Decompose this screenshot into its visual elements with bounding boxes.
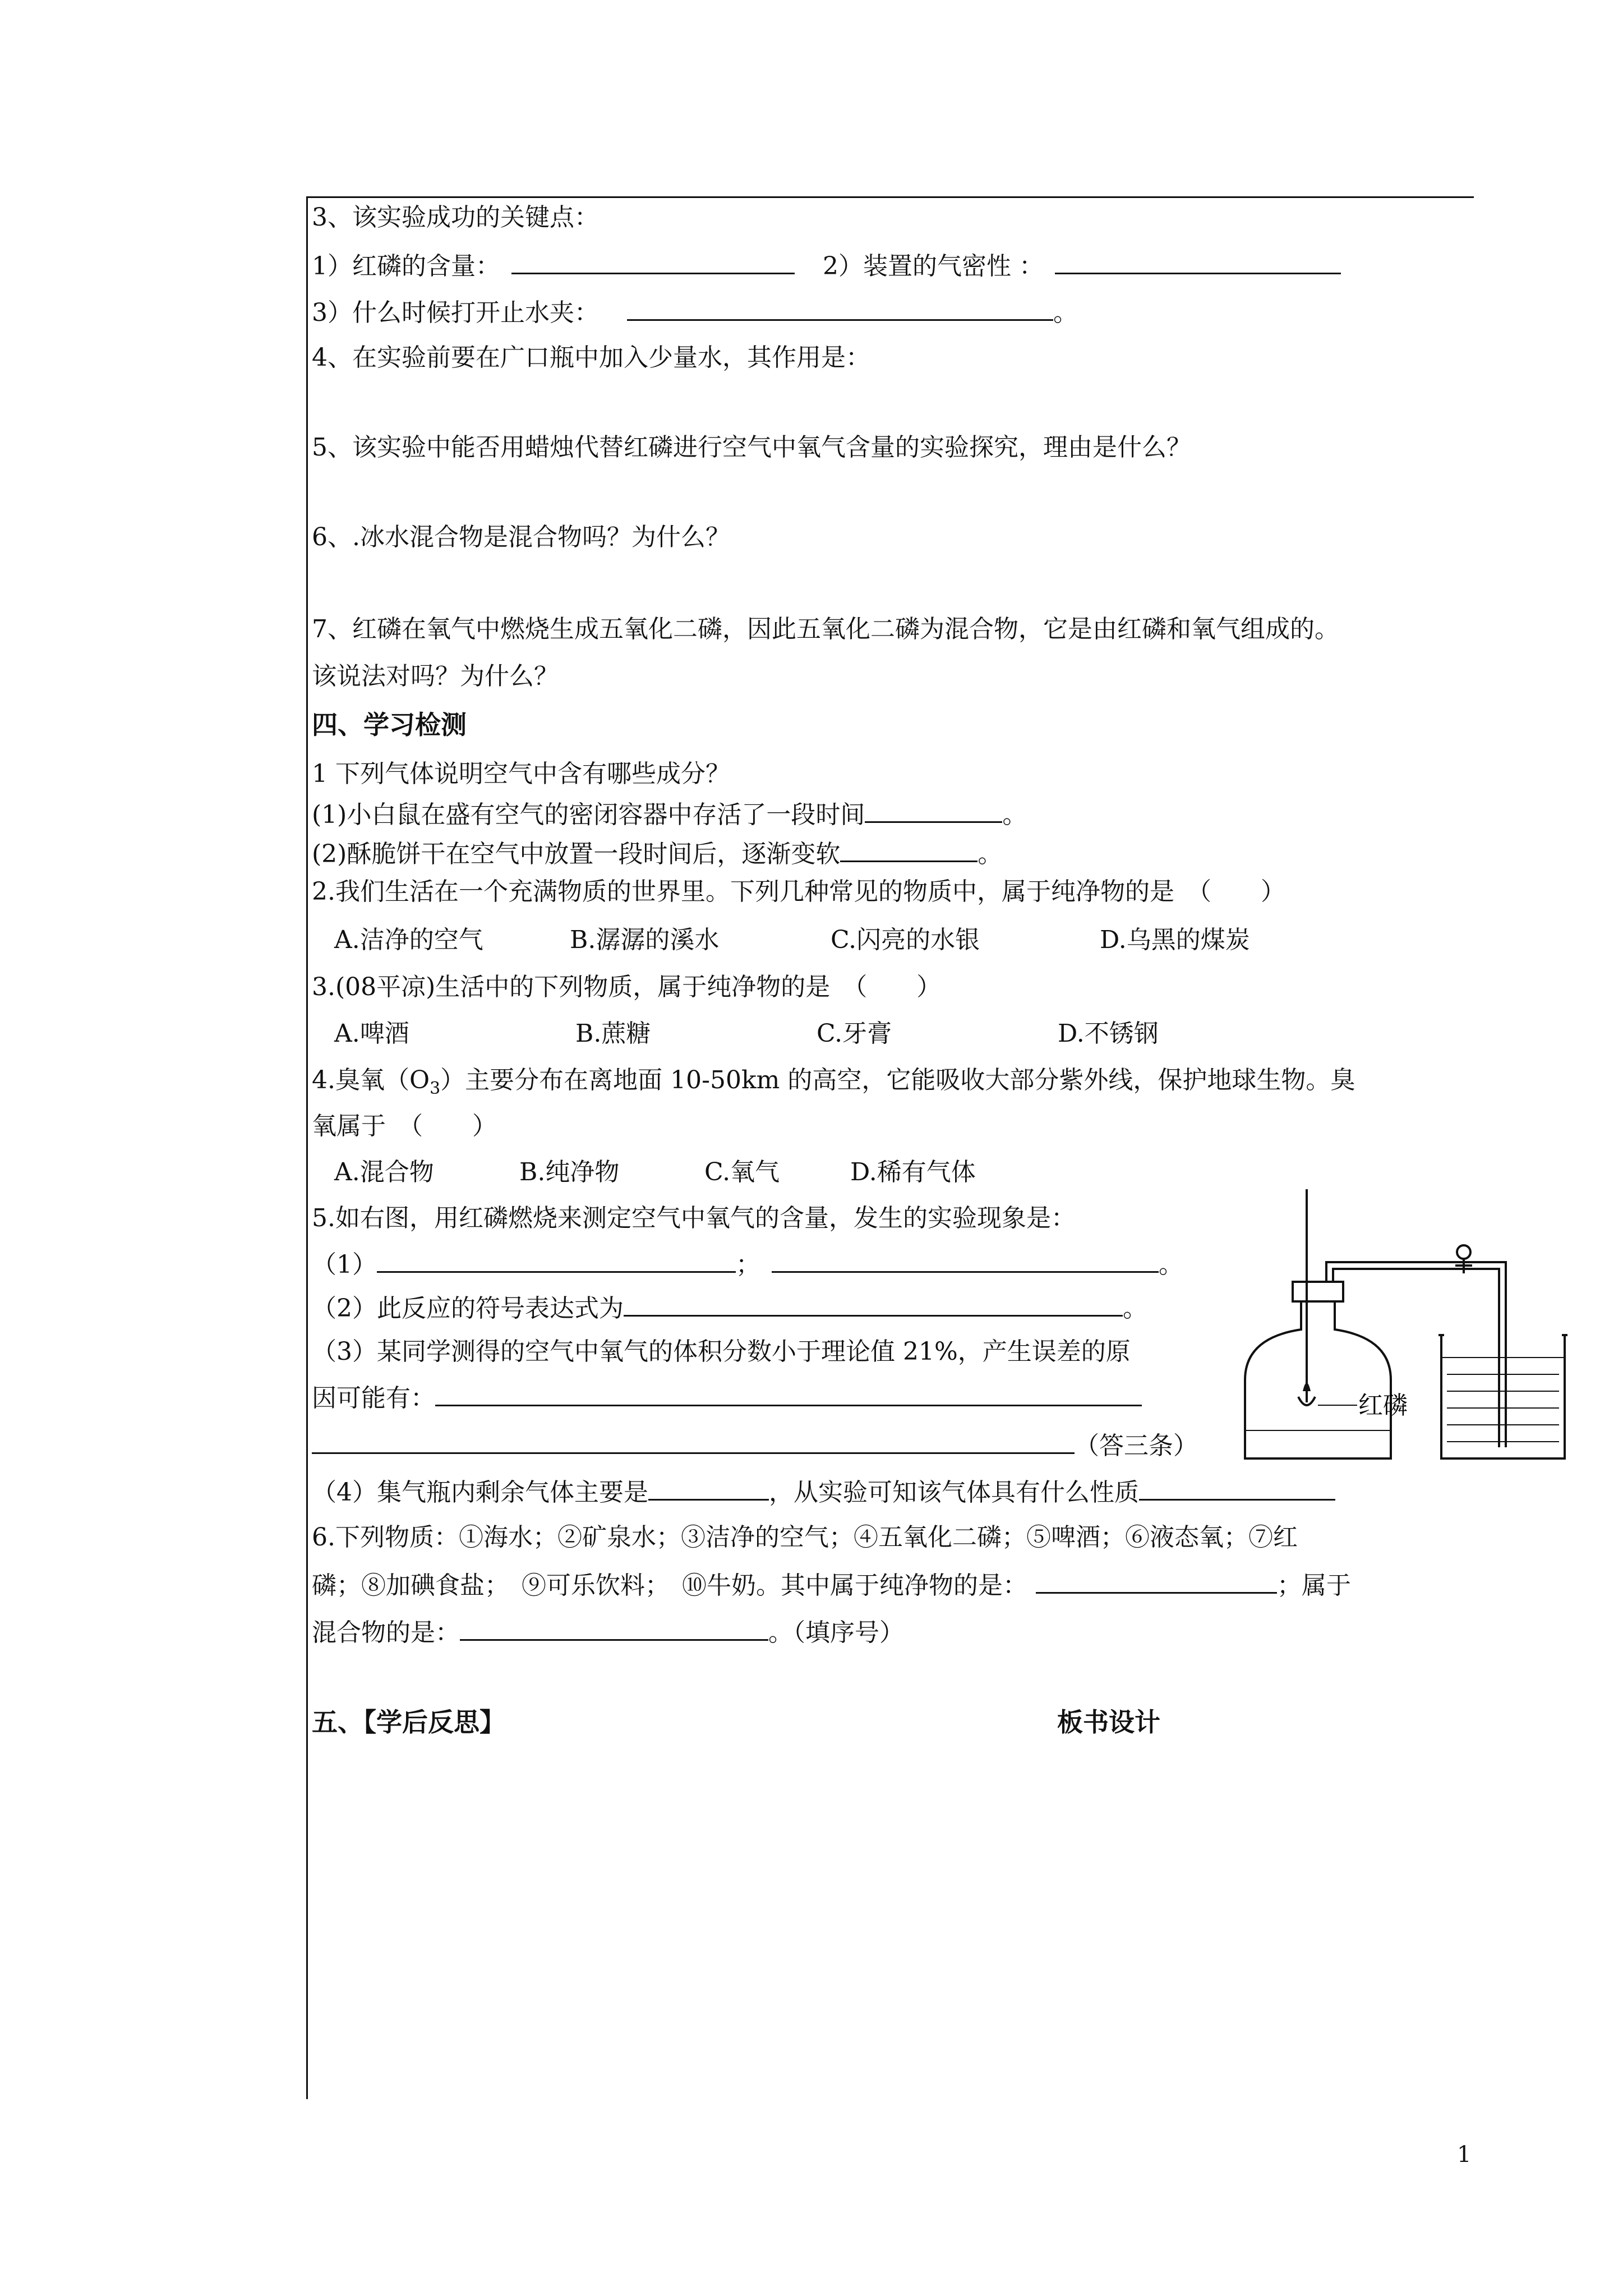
problem-4-line-1 bbox=[312, 1064, 1355, 1106]
problem-2: 2.我们生活在一个充满物质的世界里。下列几种常见的物质中，属于纯净物的是 （ ） bbox=[312, 877, 1285, 906]
p6-mixture-label: 混合物的是： bbox=[312, 1618, 460, 1647]
p5-2-label: （2）此反应的符号表达式为 bbox=[312, 1294, 624, 1323]
p5-1-blank-a[interactable] bbox=[377, 1246, 736, 1273]
problem-5-3-line-1: （3）某同学测得的空气中氧气的体积分数小于理论值 21%，产生误差的原 bbox=[312, 1337, 1131, 1366]
problem-5: 5.如右图，用红磷燃烧来测定空气中氧气的含量，发生的实验现象是： bbox=[312, 1204, 1076, 1232]
problem-5-4-line bbox=[312, 1474, 1335, 1510]
p1b-text: (2)酥脆饼干在空气中放置一段时间后，逐渐变软 bbox=[312, 840, 841, 868]
p5-2-blank[interactable] bbox=[624, 1290, 1123, 1317]
table-top-border bbox=[307, 196, 1474, 198]
flame-icon bbox=[1303, 1383, 1311, 1391]
p4-text-pre: 4.臭氧（O bbox=[312, 1066, 430, 1094]
p5-1-label: （1） bbox=[312, 1250, 377, 1279]
beaker-outline bbox=[1441, 1335, 1565, 1458]
section-5-title: 五、【学后反思】 bbox=[312, 1707, 505, 1737]
p5-4-mid: ，从实验可知该气体具有什么性质 bbox=[769, 1478, 1139, 1507]
problem-6-line-1: 6.下列物质：①海水；②矿泉水；③洁净的空气；④五氧化二磷；⑤啤酒；⑥液态氧；⑦红 bbox=[312, 1523, 1298, 1552]
question-7-line-2: 该说法对吗？为什么？ bbox=[312, 662, 559, 691]
q3-3-end: 。 bbox=[1053, 298, 1078, 327]
p3-option-b[interactable]: B.蔗糖 bbox=[575, 1019, 651, 1048]
p5-3-blank-b[interactable] bbox=[312, 1428, 1075, 1454]
p5-4-blank-a[interactable] bbox=[648, 1474, 769, 1501]
question-4: 4、在实验前要在广口瓶中加入少量水，其作用是： bbox=[312, 343, 870, 372]
problem-5-1-line bbox=[312, 1246, 1183, 1282]
red-phosphorus-label: 红磷 bbox=[1358, 1391, 1408, 1420]
problem-2-options bbox=[312, 923, 1250, 957]
question-3-3-line bbox=[312, 295, 1078, 330]
p6-blank-mixture[interactable] bbox=[460, 1614, 768, 1641]
flask-outline bbox=[1245, 1301, 1391, 1458]
p4-option-c[interactable]: C.氧气 bbox=[704, 1158, 780, 1186]
p1b-end: 。 bbox=[978, 840, 1003, 868]
p5-3-blank-a[interactable] bbox=[435, 1380, 1142, 1406]
problem-6-line-2 bbox=[312, 1567, 1351, 1603]
p6-end: ；属于 bbox=[1277, 1571, 1351, 1600]
question-6: 6、.冰水混合物是混合物吗？为什么？ bbox=[312, 523, 730, 551]
p1a-end: 。 bbox=[1002, 800, 1027, 829]
p1a-text: (1)小白鼠在盛有空气的密闭容器中存活了一段时间 bbox=[312, 800, 865, 829]
q3-1-blank[interactable] bbox=[511, 248, 795, 274]
q3-2-label: 2）装置的气密性 ： bbox=[823, 252, 1044, 280]
p6-mixture-end: 。（填序号） bbox=[768, 1618, 904, 1647]
p2-option-b[interactable]: B.潺潺的溪水 bbox=[570, 926, 720, 954]
p5-3-end: （答三条） bbox=[1075, 1432, 1198, 1460]
p6-label: 磷；⑧加碘食盐； ⑨可乐饮料； ⑩牛奶。其中属于纯净物的是： bbox=[312, 1571, 1027, 1600]
p5-4-label: （4）集气瓶内剩余气体主要是 bbox=[312, 1478, 648, 1507]
q3-3-label: 3）什么时候打开止水夹： bbox=[312, 298, 599, 327]
p3-option-d[interactable]: D.不锈钢 bbox=[1058, 1019, 1159, 1048]
connecting-tube bbox=[1326, 1262, 1506, 1447]
p5-3-label: 因可能有： bbox=[312, 1384, 435, 1412]
p1a-blank[interactable] bbox=[865, 797, 1002, 823]
p5-1-end: 。 bbox=[1159, 1250, 1183, 1279]
p4-option-d[interactable]: D.稀有气体 bbox=[850, 1158, 976, 1186]
p4-option-a[interactable]: A.混合物 bbox=[334, 1158, 434, 1186]
q3-1-label: 1）红磷的含量： bbox=[312, 252, 500, 280]
problem-5-3-line-2 bbox=[312, 1380, 1142, 1415]
p3-option-a[interactable]: A.啤酒 bbox=[334, 1019, 409, 1048]
problem-3: 3.(08平凉)生活中的下列物质，属于纯净物的是 （ ） bbox=[312, 973, 942, 1001]
problem-6-line-3 bbox=[312, 1614, 904, 1650]
p4-option-b[interactable]: B.纯净物 bbox=[519, 1158, 620, 1186]
p2-option-a[interactable]: A.洁净的空气 bbox=[334, 926, 483, 954]
board-design-title: 板书设计 bbox=[1057, 1707, 1160, 1737]
problem-5-2-line bbox=[312, 1290, 1147, 1326]
p4-subscript: 3 bbox=[430, 1078, 441, 1098]
p2-option-d[interactable]: D.乌黑的煤炭 bbox=[1100, 926, 1250, 954]
clamp-icon bbox=[1457, 1245, 1470, 1259]
p1b-blank[interactable] bbox=[840, 836, 978, 862]
question-3-1-line bbox=[312, 248, 1341, 283]
problem-3-options bbox=[312, 1017, 1159, 1051]
q3-2-blank[interactable] bbox=[1055, 248, 1341, 274]
problem-1a-line bbox=[312, 797, 1027, 832]
problem-4-options bbox=[312, 1156, 976, 1189]
problem-1b-line bbox=[312, 836, 1002, 871]
p2-option-c[interactable]: C.闪亮的水银 bbox=[831, 926, 980, 954]
p5-2-end: 。 bbox=[1123, 1294, 1147, 1323]
problem-1: 1 下列气体说明空气中含有哪些成分？ bbox=[312, 760, 730, 788]
apparatus-drawing bbox=[1228, 1167, 1587, 1481]
question-7-line-1: 7、红磷在氧气中燃烧生成五氧化二磷，因此五氧化二磷为混合物，它是由红磷和氧气组成的。 bbox=[312, 615, 1339, 643]
p4-text-post: ）主要分布在离地面 10-50km 的高空，它能吸收大部分紫外线，保护地球生物。臭 bbox=[440, 1066, 1355, 1094]
p5-1-mid: ； bbox=[736, 1250, 760, 1279]
apparatus-figure bbox=[1228, 1167, 1587, 1481]
problem-5-3-line-3 bbox=[312, 1428, 1198, 1463]
page-number: 1 bbox=[1457, 2142, 1472, 2168]
p6-blank-pure[interactable] bbox=[1036, 1567, 1277, 1594]
problem-4-line-2: 氧属于 （ ） bbox=[312, 1112, 497, 1140]
p3-option-c[interactable]: C.牙膏 bbox=[817, 1019, 892, 1048]
section-4-title: 四、学习检测 bbox=[312, 710, 467, 740]
question-3: 3、该实验成功的关键点： bbox=[312, 203, 599, 232]
table-left-border bbox=[306, 196, 308, 2099]
q3-3-blank[interactable] bbox=[627, 295, 1053, 321]
question-5: 5、该实验中能否用蜡烛代替红磷进行空气中氧气含量的实验探究，理由是什么？ bbox=[312, 433, 1191, 462]
p5-1-blank-b[interactable] bbox=[772, 1246, 1159, 1273]
flask-stopper bbox=[1293, 1282, 1343, 1301]
